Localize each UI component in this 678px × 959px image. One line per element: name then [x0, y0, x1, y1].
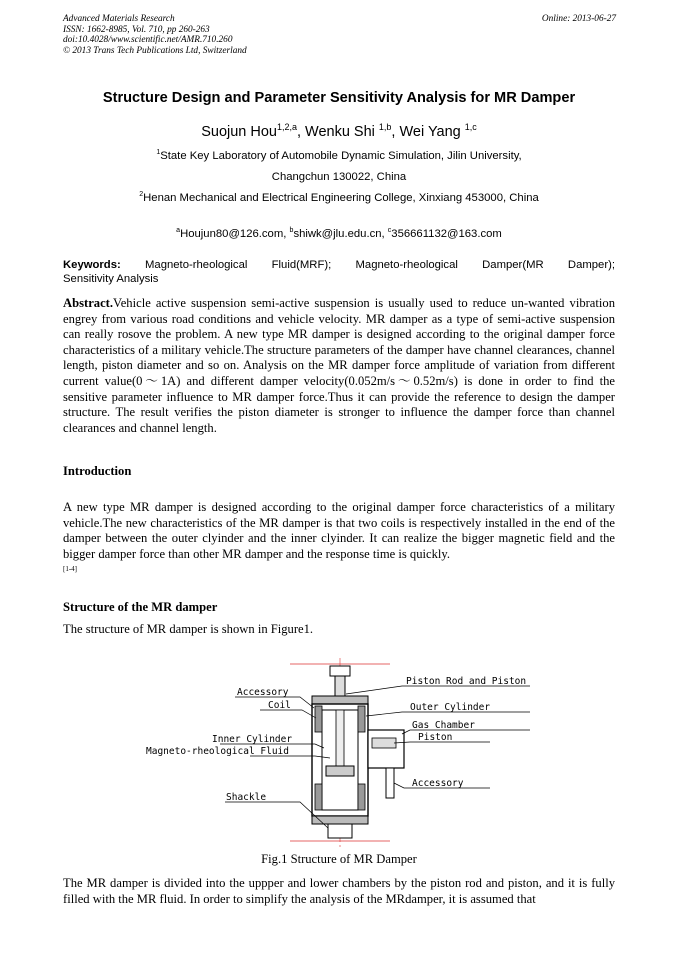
- gas-piston: [372, 738, 396, 748]
- email-superscript: b: [289, 227, 294, 235]
- affiliation-1: [0, 150, 678, 162]
- issn-line: ISSN: 1662-8985, Vol. 710, pp 260-263: [63, 24, 210, 35]
- affiliation-1-line-2: Changchun 130022, China: [271, 171, 407, 183]
- coil-bottom-right: [358, 784, 365, 810]
- gas-chamber: [368, 730, 404, 768]
- damper-diagram: [140, 658, 540, 848]
- keyword-item: Magneto-rheological: [145, 259, 248, 271]
- introduction-text: A new type MR damper is designed according to the original damper force characteristics of a military vehicle.The new characteristics of the MR damper is that two coils is respectively installed in the end of the damper between the outer clyinder and the inner clyinder. It can realize the bigger magnetic field and the bigger damper force than other MR damper and the response time is quickly.: [63, 500, 615, 561]
- inner-rod: [336, 710, 344, 768]
- abstract-text: Vehicle active suspension semi-active suspension is usually used to reduce un-wanted vibration engrey from various road conditions and vehicle velocity. MR damper as a type of semi-active suspension can really rosove the problem. A new type MR damper is designed according to the original damper force characteristics of a military vehicle.The structure parameters of the damper have channel clearances, channel length, piston diameter and so on. Analysis on the MR damper force amplitude of variation from different current value(0～1A) and different damper velocity(0.052m/s～0.52m/s) is done in order to find the sensitive parameter influence to MR damper force.Thus it can provide the reference to design the damper structure. The result verifies the piston diameter is stronger to influence the damper force than channel clearances and channel length.: [63, 296, 615, 435]
- introduction-paragraph: [63, 500, 615, 580]
- label-accessory-bottom: Accessory: [412, 778, 464, 789]
- top-cap: [312, 696, 368, 704]
- citation-ref: [1-4]: [63, 565, 77, 574]
- affiliation-text: Henan Mechanical and Electrical Engineering College, Xinxiang 453000, China: [143, 192, 539, 204]
- leader-coil: [260, 710, 316, 718]
- abstract-paragraph: [63, 296, 615, 436]
- label-coil: Coil: [268, 700, 291, 711]
- author-superscript: 1,c: [464, 122, 477, 133]
- email-address: 356661132@163.com: [391, 228, 502, 240]
- journal-name: Advanced Materials Research: [63, 14, 175, 24]
- structure-paragraph: The structure of MR damper is shown in Figure1.: [63, 622, 314, 636]
- author-superscript: 1,2,a: [276, 122, 297, 133]
- author-list: [0, 124, 678, 140]
- coil-bottom-left: [315, 784, 322, 810]
- keyword-item: Fluid(MRF);: [271, 259, 332, 271]
- journal-header: [63, 14, 247, 56]
- keywords-block: [63, 258, 615, 286]
- coil-top-left: [315, 706, 322, 732]
- online-date: Online: 2013-06-27: [541, 14, 616, 24]
- keyword-item: Magneto-rheological: [355, 259, 458, 271]
- mr-damper-figure: [140, 658, 540, 848]
- email-superscript: c: [387, 227, 392, 235]
- email-address: Houjun80@126.com,: [180, 228, 290, 240]
- keywords-line-1: [63, 258, 615, 272]
- author-name: , Wenku Shi: [296, 124, 379, 140]
- email-superscript: a: [176, 227, 181, 235]
- label-piston-rod: Piston Rod and Piston: [406, 676, 527, 687]
- affiliation-superscript: 2: [139, 191, 144, 199]
- label-shackle: Shackle: [226, 792, 267, 803]
- copyright-line: © 2013 Trans Tech Publications Ltd, Switzerland: [63, 45, 247, 56]
- leader-piston-rod: [346, 686, 530, 694]
- coil-top-right: [358, 706, 365, 732]
- label-inner-cylinder: Inner Cylinder: [212, 734, 293, 745]
- introduction-heading: Introduction: [63, 464, 132, 478]
- label-gas-chamber: Gas Chamber: [412, 720, 475, 731]
- bottom-accessory: [386, 768, 394, 798]
- author-superscript: 1,b: [378, 122, 392, 133]
- keywords-label: Keywords:: [63, 259, 121, 271]
- paper-title: Structure Design and Parameter Sensitivity Analysis for MR Damper: [102, 90, 576, 106]
- affiliation-superscript: 1: [156, 149, 161, 157]
- keyword-item: Damper);: [567, 259, 615, 271]
- main-piston: [326, 766, 354, 776]
- bottom-cap: [312, 816, 368, 824]
- body-paragraph: The MR damper is divided into the uppper and lower chambers by the piston rod and piston, and it is fully filled with the MR fluid. In order to simplify the analysis of the MRdamper, it is assumed that: [63, 876, 615, 906]
- label-piston: Piston: [418, 732, 453, 743]
- doi-line: doi:10.4028/www.scientific.net/AMR.710.260: [63, 35, 233, 45]
- affiliation-text: State Key Laboratory of Automobile Dynamic Simulation, Jilin University,: [160, 150, 522, 162]
- keyword-item: Damper(MR: [482, 259, 544, 271]
- email-address: shiwk@jlu.edu.cn,: [293, 228, 388, 240]
- author-name: , Wei Yang: [391, 124, 465, 140]
- top-eye: [330, 666, 350, 676]
- affiliation-2: [0, 192, 678, 204]
- figure-caption: Fig.1 Structure of MR Damper: [261, 852, 417, 866]
- label-accessory-top: Accessory: [237, 687, 289, 698]
- structure-heading: Structure of the MR damper: [63, 600, 218, 614]
- abstract-label: Abstract.: [63, 296, 114, 310]
- keywords-line-2: Sensitivity Analysis: [63, 273, 159, 285]
- shackle: [328, 824, 352, 838]
- email-list: [0, 228, 678, 240]
- label-mr-fluid: Magneto-rheological Fluid: [146, 746, 289, 757]
- label-outer-cylinder: Outer Cylinder: [410, 702, 491, 713]
- author-name: Suojun Hou: [201, 124, 277, 140]
